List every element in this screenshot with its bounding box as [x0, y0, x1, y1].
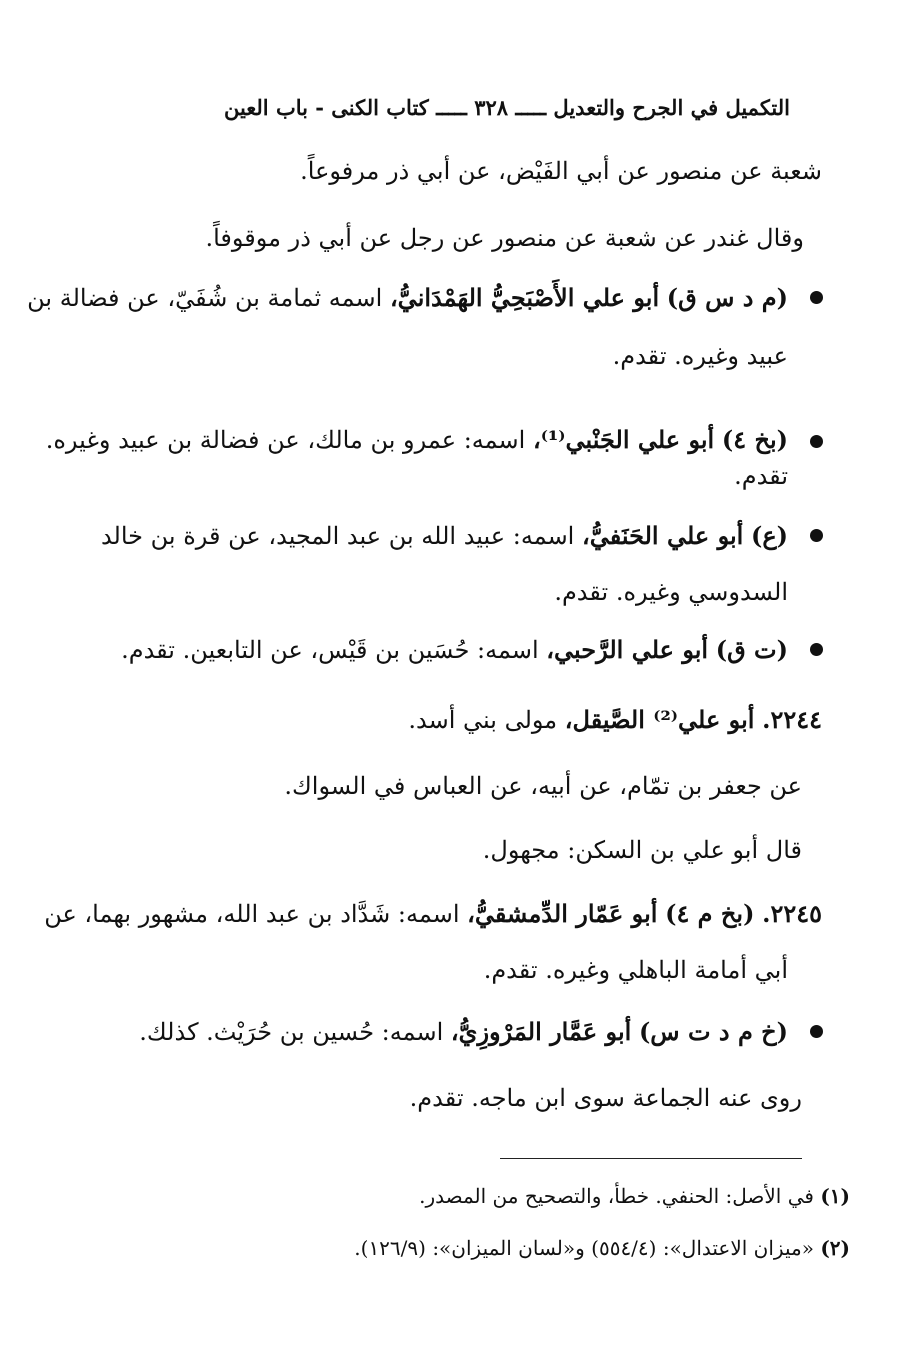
entry-sigla: (بخ ٤): [721, 425, 788, 454]
entry-line: [121, 634, 788, 666]
entry-name: أبو علي الأَصْبَحِيُّ الهَمْدَانيُّ،: [389, 283, 660, 312]
footnote-number: (١): [820, 1184, 850, 1208]
entry-line: [101, 520, 788, 552]
text-line: عبيد وغيره. تقدم.: [612, 342, 788, 370]
header-title: التكميل في الجرح والتعديل: [553, 95, 790, 120]
entry-name: أبو عَمَّار المَرْوزِيُّ،: [450, 1017, 632, 1046]
footnote-text: «ميزان الاعتدال»: (٥٥٤/٤) و«لسان الميزان»: (١٢٦/٩).: [354, 1236, 814, 1260]
entry-name: أبو علي الرَّحبي،: [546, 635, 709, 664]
entry-line: [27, 282, 788, 314]
entry-name: أبو علي الجَنْبي⁽¹⁾،: [532, 425, 715, 454]
entry-number: ٢٢٤٤.: [762, 705, 822, 734]
header-dash: ـــــ: [428, 95, 467, 120]
text-line: روى عنه الجماعة سوى ابن ماجه. تقدم.: [409, 1084, 802, 1112]
entry-line: [44, 898, 822, 930]
entry-text: مولى بني أسد.: [408, 706, 558, 734]
entry-line: [408, 704, 822, 736]
header-dash: ـــــ: [508, 95, 547, 120]
text-line: تقدم.: [734, 462, 788, 490]
text-line: السدوسي وغيره. تقدم.: [554, 578, 788, 606]
footnote: [354, 1234, 850, 1262]
entry-name: أبو علي⁽²⁾ الصَّيقل،: [564, 705, 755, 734]
bullet-icon: [810, 291, 823, 304]
entry-line: [139, 1016, 788, 1048]
entry-name: أبو علي الحَنَفيُّ،: [581, 521, 744, 550]
text-line: شعبة عن منصور عن أبي الفَيْض، عن أبي ذر مرفوعاً.: [300, 157, 822, 185]
entry-text: اسمه ثمامة بن شُفَيّ، عن فضالة بن: [27, 284, 383, 312]
footnote-separator: [500, 1158, 802, 1159]
bullet-icon: [810, 643, 823, 656]
entry-text: اسمه: عبيد الله بن عبد المجيد، عن قرة بن خالد: [100, 522, 575, 550]
text-line: عن جعفر بن تمّام، عن أبيه، عن العباس في السواك.: [284, 772, 802, 800]
bullet-icon: [810, 529, 823, 542]
entry-text: اسمه: عمرو بن مالك، عن فضالة بن عبيد وغيره.: [45, 426, 526, 454]
entry-sigla: (ع): [750, 521, 788, 550]
entry-sigla: (بخ م ٤): [665, 899, 755, 928]
page-number: ٣٢٨: [474, 95, 509, 120]
entry-text: اسمه: حُسَين بن قَيْس، عن التابعين. تقدم.: [121, 636, 539, 664]
footnote-text: في الأصل: الحنفي. خطأ، والتصحيح من المصدر.: [419, 1184, 814, 1208]
running-header: [110, 92, 790, 124]
footnote: [419, 1182, 850, 1210]
entry-text: اسمه: حُسين بن حُرَيْث. كذلك.: [139, 1018, 444, 1046]
entry-sigla: (م د س ق): [666, 283, 788, 312]
entry-sigla: (خ م د ت س): [638, 1017, 788, 1046]
text-line: أبي أمامة الباهلي وغيره. تقدم.: [483, 956, 788, 984]
bullet-icon: [810, 1025, 823, 1038]
header-section: كتاب الكنى - باب العين: [223, 95, 429, 120]
text-line: قال أبو علي بن السكن: مجهول.: [482, 836, 802, 864]
entry-text: اسمه: شَدَّاد بن عبد الله، مشهور بهما، عن: [44, 900, 460, 928]
entry-line: [46, 424, 788, 456]
bullet-icon: [810, 435, 823, 448]
entry-sigla: (ت ق): [715, 635, 788, 664]
footnote-number: (٢): [820, 1236, 850, 1260]
entry-name: أبو عَمّار الدِّمشقيُّ،: [467, 899, 658, 928]
entry-number: ٢٢٤٥.: [762, 899, 822, 928]
text-line: وقال غندر عن شعبة عن منصور عن رجل عن أبي ذر موقوفاً.: [205, 224, 804, 252]
